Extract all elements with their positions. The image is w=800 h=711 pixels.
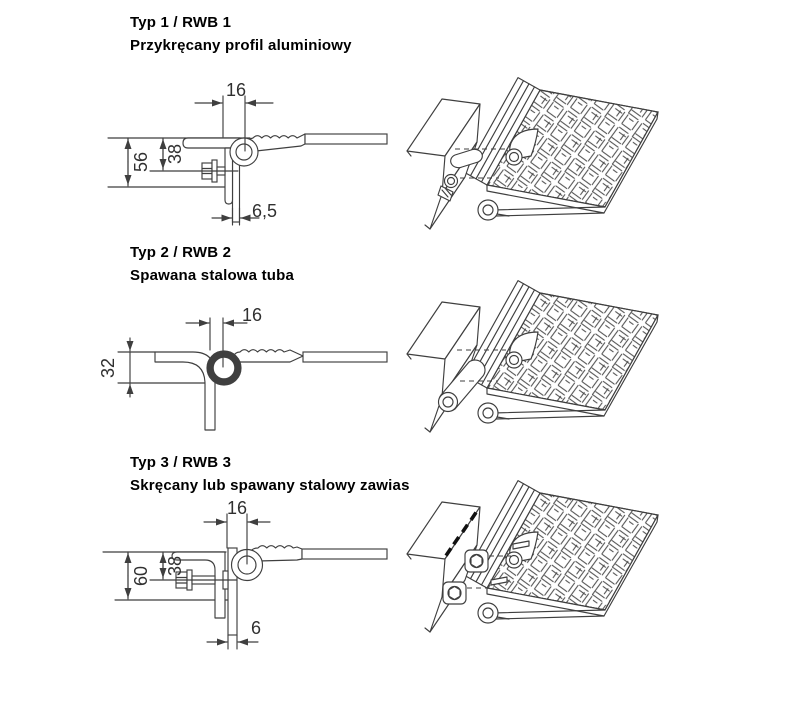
typ1-dim-height: 56 [131,151,151,173]
typ1-dim-top: 16 [225,80,247,100]
typ3-title: Typ 3 / RWB 3 [130,454,232,471]
typ1-dim-inner: 38 [165,143,185,165]
typ1-title: Typ 1 / RWB 1 [130,14,232,31]
typ2-cross-section [98,305,387,430]
typ2-dim-top: 16 [241,305,263,325]
typ3-subtitle: Skręcany lub spawany stalowy zawias [130,477,410,494]
typ3-dim-height: 60 [131,565,151,587]
typ1-cross-section [108,80,387,225]
typ3-dim-top: 16 [226,498,248,518]
typ2-title: Typ 2 / RWB 2 [130,244,232,261]
typ3-dim-thickness: 6 [250,618,262,638]
typ1-dim-thickness: 6,5 [252,201,278,221]
typ1-subtitle: Przykręcany profil aluminiowy [130,37,352,54]
typ1-iso-view [407,78,658,229]
typ3-cross-section [103,498,387,649]
typ3-iso-view [407,481,658,632]
typ2-iso-view [407,281,658,432]
typ3-dim-inner: 38 [165,555,185,577]
typ2-dim-height: 32 [98,357,118,379]
typ2-subtitle: Spawana stalowa tuba [130,267,295,284]
